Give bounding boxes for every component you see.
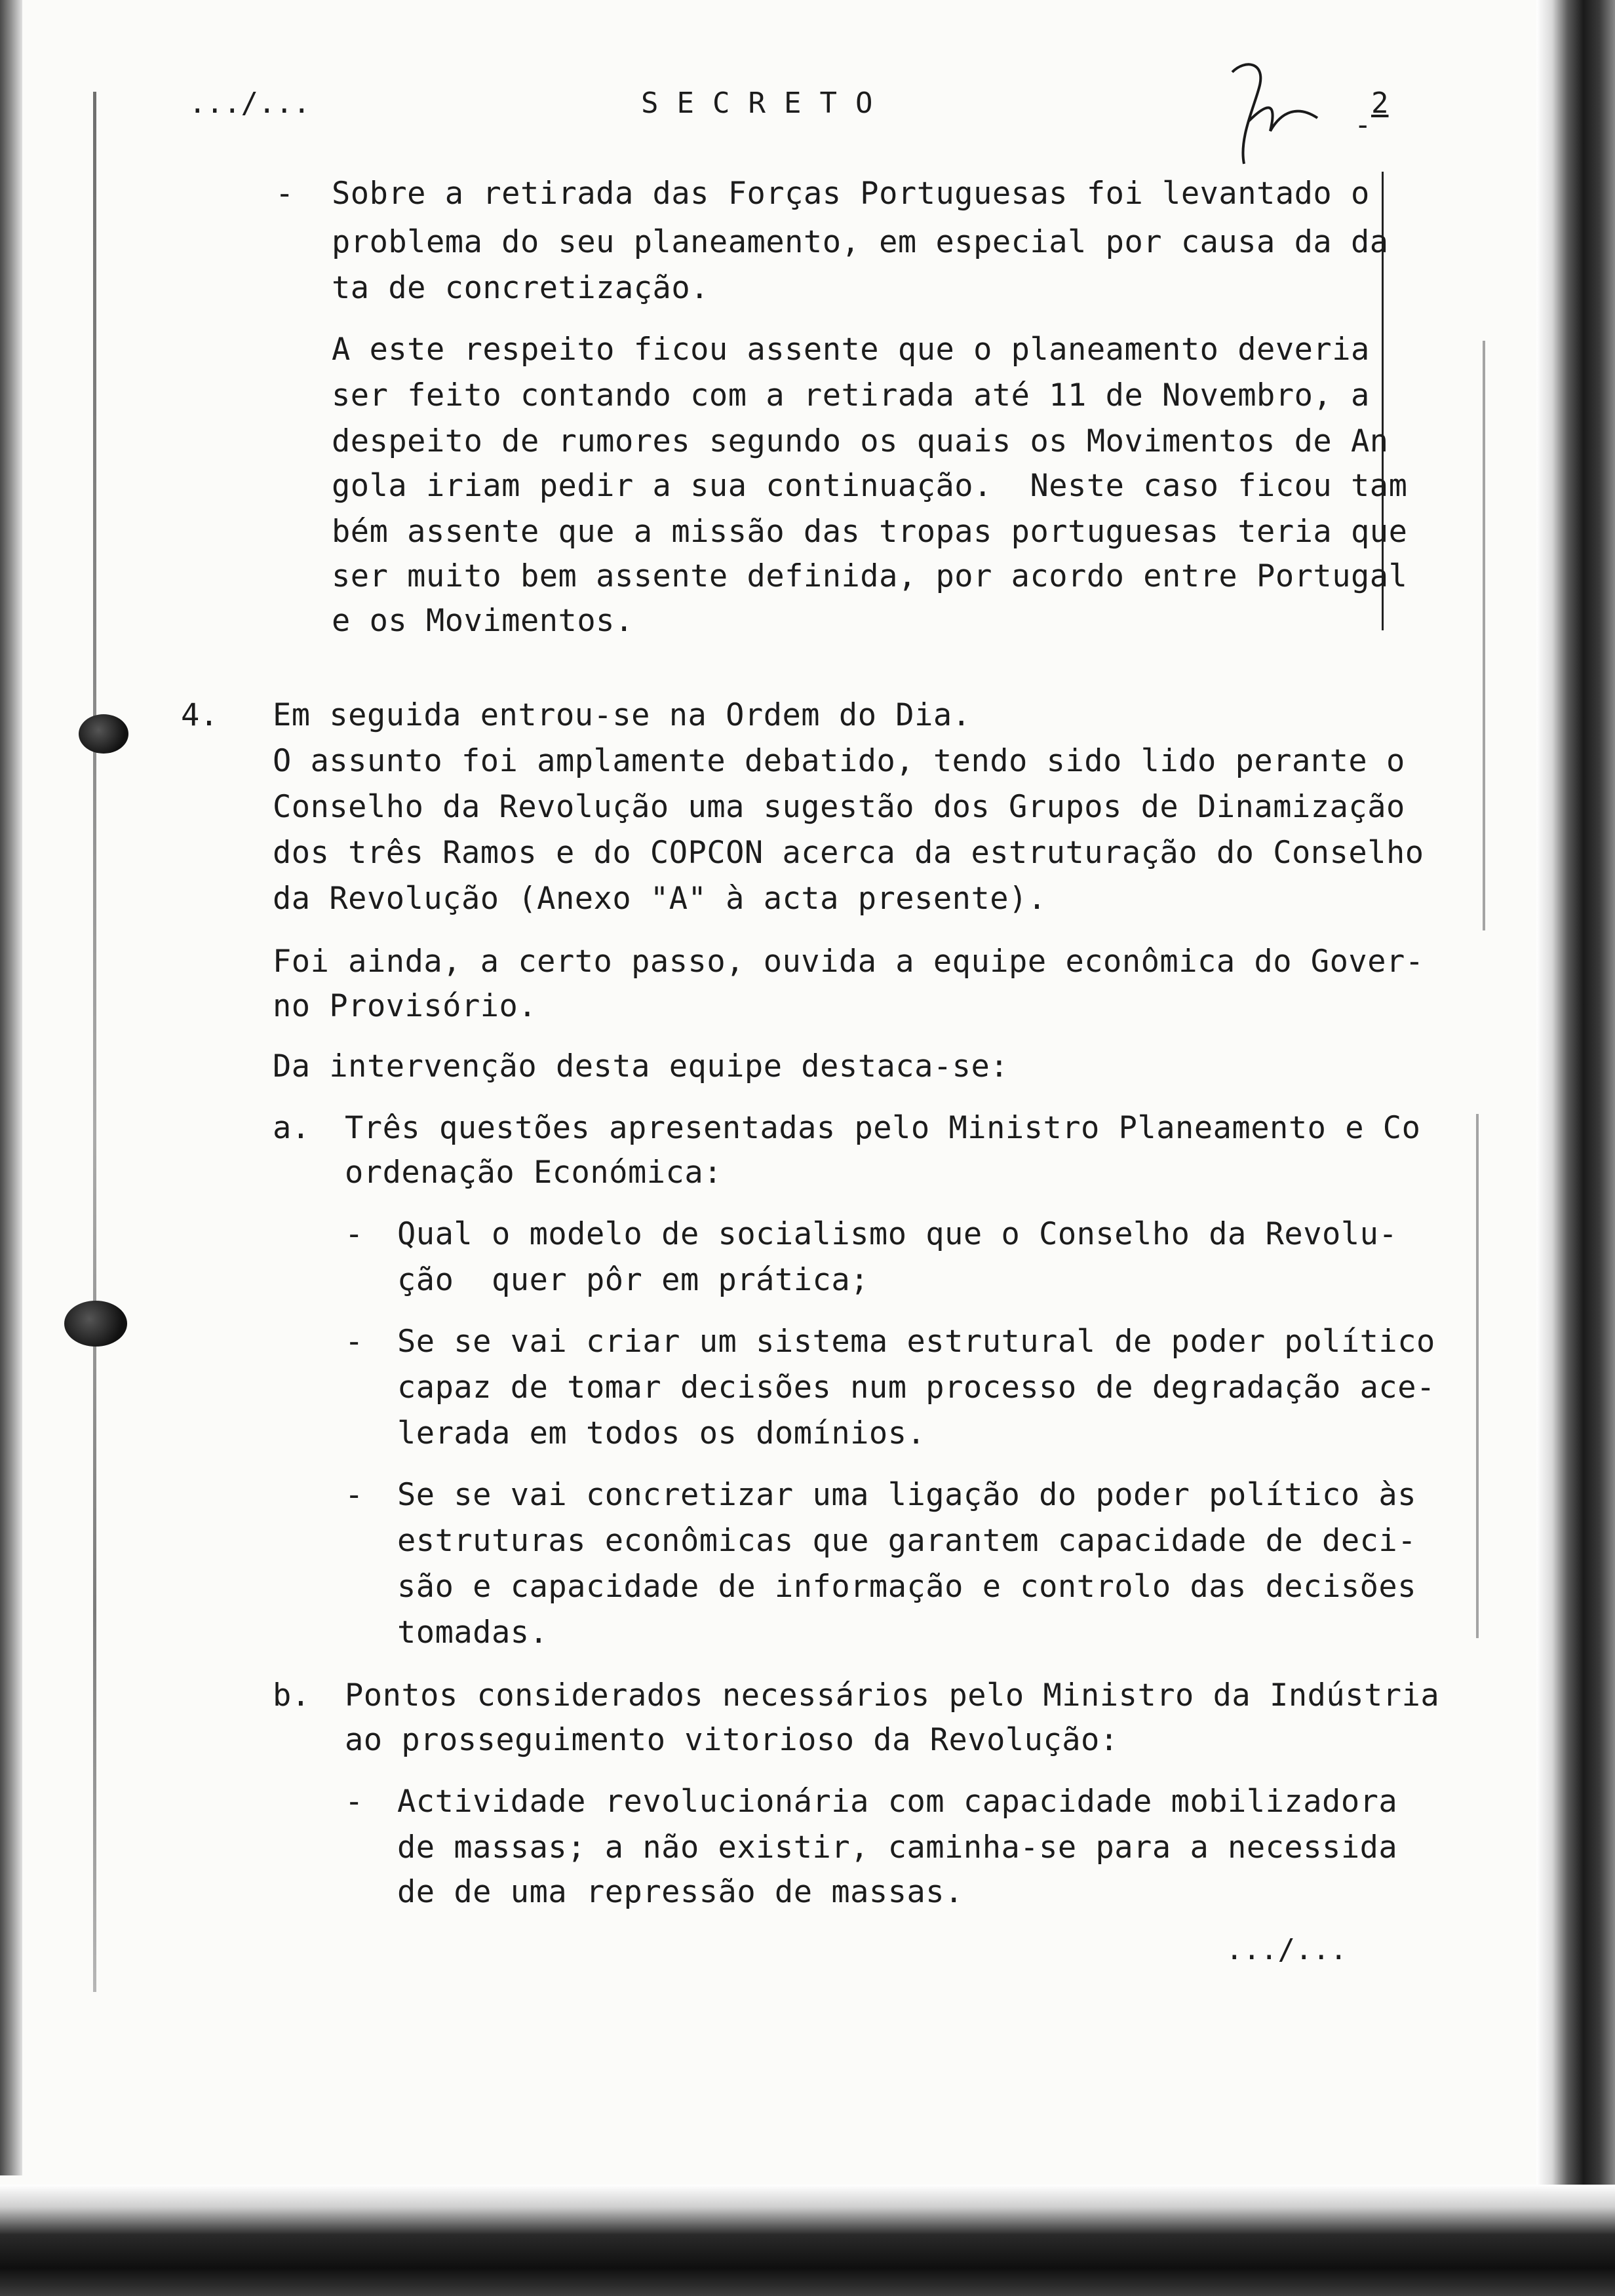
subitem-label: a. (273, 1110, 311, 1146)
forces-para2-line: gola iriam pedir a sua continuação. Neste caso ficou tam (332, 468, 1408, 504)
subitem-a-bullet-line: Qual o modelo de socialismo que o Conselho da Revolu- (397, 1216, 1398, 1252)
subitem-a-bullet-line: Se se vai criar um sistema estrutural de poder político (397, 1324, 1435, 1360)
classification-label: SECRETO (641, 86, 891, 120)
forces-para2-line: A este respeito ficou assente que o planeamento deveria (332, 332, 1370, 368)
forces-text-line: ta de concretização. (332, 270, 709, 306)
bullet-dash: - (275, 176, 294, 212)
bullet-dash: - (345, 1216, 364, 1252)
item4-line: da Revolução (Anexo "A" à acta presente). (273, 881, 1047, 917)
forces-para2-line: ser muito bem assente definida, por acordo entre Portugal (332, 558, 1408, 594)
item4-line: O assunto foi amplamente debatido, tendo sido lido perante o (273, 743, 1405, 779)
subitem-a-bullet-line: lerada em todos os domínios. (397, 1415, 926, 1451)
scan-bottom-edge (0, 2185, 1615, 2296)
bullet-dash: - (345, 1477, 364, 1513)
margin-mark (1483, 341, 1485, 930)
subitem-a-bullet-line: Se se vai concretizar uma ligação do poder político às (397, 1477, 1417, 1513)
forces-text-line: Sobre a retirada das Forças Portuguesas foi levantado o (332, 176, 1370, 212)
subitem-b-bullet-line: de de uma repressão de massas. (397, 1874, 963, 1910)
subitem-label: b. (273, 1677, 311, 1713)
subitem-a-line: ordenação Económica: (345, 1155, 722, 1191)
subitem-a-bullet-line: ção quer pôr em prática; (397, 1262, 869, 1298)
subitem-b-bullet-line: Actividade revolucionária com capacidade mobilizadora (397, 1784, 1398, 1820)
forces-para2-line: despeito de rumores segundo os quais os Movimentos de An (332, 423, 1389, 459)
forces-text-line: problema do seu planeamento, em especial por causa da da (332, 224, 1389, 260)
item4-para3: Da intervenção desta equipe destaca-se: (273, 1048, 1009, 1084)
item4-line: dos três Ramos e do COPCON acerca da estruturação do Conselho (273, 835, 1424, 871)
subitem-b-line: ao prosseguimento vitorioso da Revolução: (345, 1722, 1119, 1758)
page-number: 2 (1371, 86, 1389, 120)
scan-left-edge (0, 0, 22, 2175)
scan-right-edge (1536, 0, 1615, 2296)
margin-mark (1476, 1114, 1479, 1638)
bullet-dash: - (345, 1324, 364, 1360)
forces-para2-line: e os Movimentos. (332, 603, 634, 639)
item4-para2-line: no Provisório. (273, 988, 537, 1024)
subitem-a-line: Três questões apresentadas pelo Ministro Planeamento e Co (345, 1110, 1421, 1146)
continuation-marker-top: .../... (189, 86, 311, 120)
subitem-b-bullet-line: de massas; a não existir, caminha-se para a necessida (397, 1829, 1398, 1866)
punch-hole-top (79, 714, 128, 754)
forces-para2-line: ser feito contando com a retirada até 11 de Novembro, a (332, 377, 1370, 413)
item-number: 4. (181, 697, 219, 733)
subitem-a-bullet-line: estruturas econômicas que garantem capacidade de deci- (397, 1523, 1417, 1559)
item4-line: Conselho da Revolução uma sugestão dos Grupos de Dinamização (273, 789, 1405, 825)
subitem-a-bullet-line: são e capacidade de informação e controlo das decisões (397, 1569, 1417, 1605)
subitem-a-bullet-line: tomadas. (397, 1615, 549, 1651)
item4-para2-line: Foi ainda, a certo passo, ouvida a equipe econômica do Gover- (273, 944, 1424, 980)
bullet-dash: - (345, 1784, 364, 1820)
handwritten-initials (1219, 59, 1337, 170)
page-number-dash: - (1354, 108, 1372, 142)
forces-para2-line: bém assente que a missão das tropas portuguesas teria que (332, 514, 1408, 550)
item4-line: Em seguida entrou-se na Ordem do Dia. (273, 697, 971, 733)
continuation-marker-bottom: .../... (1226, 1933, 1348, 1966)
subitem-a-bullet-line: capaz de tomar decisões num processo de degradação ace- (397, 1369, 1435, 1406)
subitem-b-line: Pontos considerados necessários pelo Ministro da Indústria (345, 1677, 1440, 1713)
scan-binding-line (93, 92, 96, 1992)
punch-hole-bottom (64, 1301, 127, 1347)
